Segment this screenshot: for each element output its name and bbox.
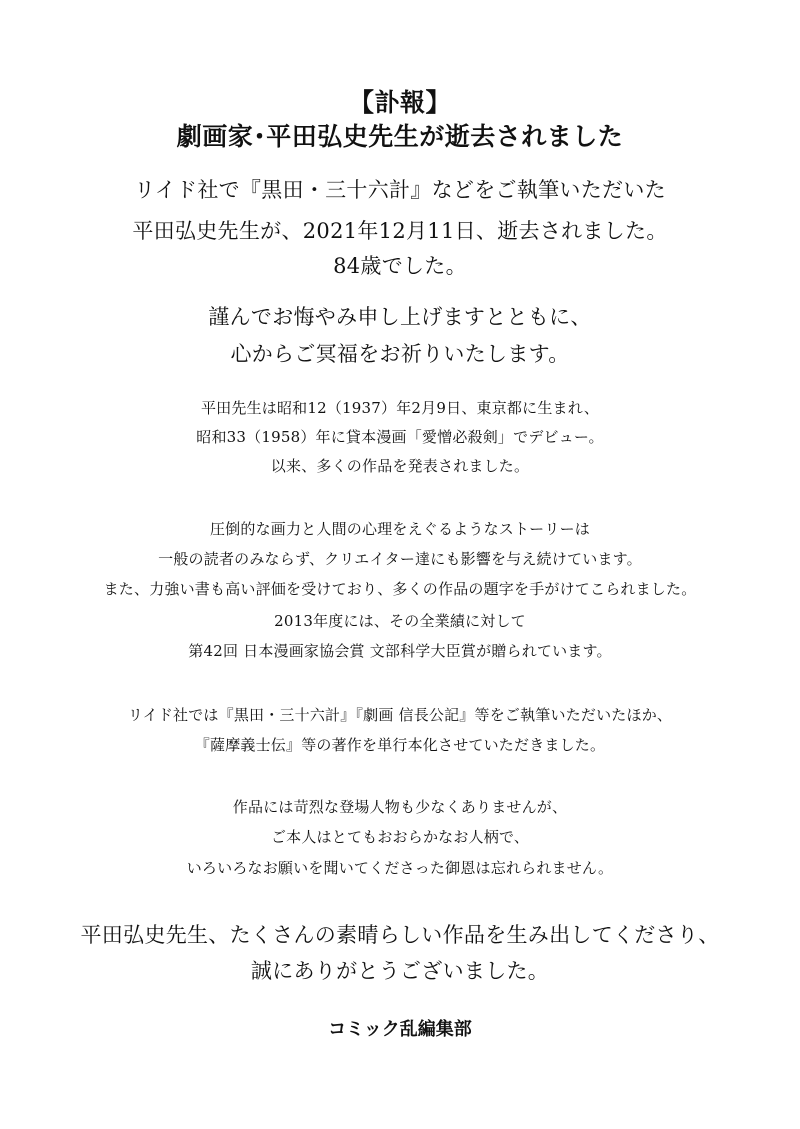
works-line: リイド社では『黒田・三十六計』『劇画 信長公記』等をご執筆いただいたほか、 — [127, 706, 673, 724]
gratitude-line: 平田弘史先生、たくさんの素晴らしい作品を生み出してくださり、 — [80, 923, 720, 947]
achievements-line: 一般の読者のみならず、クリエイター達にも影響を与え続けています。 — [158, 550, 642, 568]
page-title: 劇画家･平田弘史先生が逝去されました — [176, 122, 624, 151]
achievements-line: また、力強い書も高い評価を受けており、多くの作品の題字を手がけてこられました。 — [103, 580, 697, 598]
condolence-line: 謹んでお悔やみ申し上げますとともに、 — [208, 305, 592, 329]
announcement-line: リイド社で『黒田・三十六計』などをご執筆いただいた — [134, 178, 666, 202]
announcement-line: 平田弘史先生が、2021年12月11日、逝去されました。 — [132, 219, 668, 243]
works-line: 『薩摩義士伝』等の著作を単行本化させていただきました。 — [194, 736, 606, 754]
condolence-line: 心からご冥福をお祈りいたします。 — [230, 342, 570, 366]
notice-label: 【訃報】 — [348, 88, 451, 117]
achievements-line: 圧倒的な画力と人間の心理をえぐるようなストーリーは — [209, 520, 590, 538]
biography-line: 平田先生は昭和12（1937）年2月9日、東京都に生まれ、 — [200, 399, 600, 417]
achievements-line: 2013年度には、その全業績に対して — [274, 612, 526, 630]
personality-line: いろいろなお願いを聞いてくださった御恩は忘れられません。 — [186, 859, 614, 877]
personality-line: 作品には苛烈な登場人物も少なくありませんが、 — [232, 798, 568, 816]
gratitude-line: 誠にありがとうございました。 — [250, 959, 550, 983]
announcement-line: 84歳でした。 — [333, 254, 467, 278]
biography-line: 昭和33（1958）年に貸本漫画「愛憎必殺剣」でデビュー。 — [196, 428, 604, 446]
personality-line: ご本人はとてもおおらかなお人柄で、 — [270, 828, 530, 846]
achievements-line: 第42回 日本漫画家協会賞 文部科学大臣賞が贈られています。 — [188, 642, 612, 660]
editorial-signature: コミック乱編集部 — [328, 1019, 472, 1040]
biography-line: 以来、多くの作品を発表されました。 — [270, 457, 530, 475]
